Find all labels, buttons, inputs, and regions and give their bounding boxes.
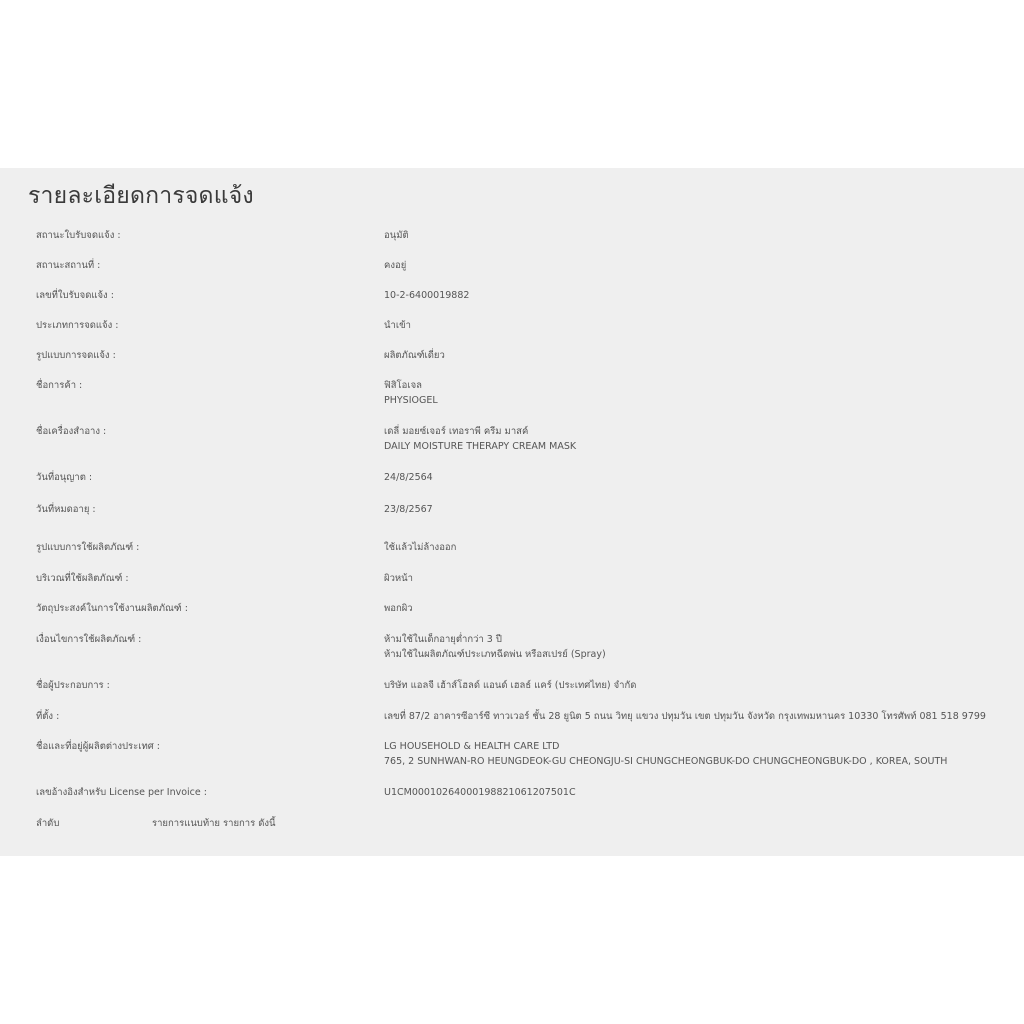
field-label: สถานะสถานที่ : bbox=[36, 260, 101, 271]
field-label: เลขที่ใบรับจดแจ้ง : bbox=[36, 290, 114, 301]
field-label: ที่ตั้ง : bbox=[36, 711, 60, 722]
field-value: 24/8/2564 bbox=[384, 472, 433, 483]
field-label: รูปแบบการใช้ผลิตภัณฑ์ : bbox=[36, 542, 140, 553]
field-value: U1CM000102640001988210612075​01C bbox=[384, 787, 576, 798]
field-label: วันที่หมดอายุ : bbox=[36, 504, 96, 515]
field-value: ผลิตภัณฑ์เดี่ยว bbox=[384, 350, 445, 361]
notification-details-panel bbox=[0, 168, 1024, 856]
field-label: รูปแบบการจดแจ้ง : bbox=[36, 350, 116, 361]
field-label: ประเภทการจดแจ้ง : bbox=[36, 320, 119, 331]
field-value: ห้ามใช้ในเด็กอายุต่ำกว่า 3 ปี ห้ามใช้ในผลิตภัณฑ์ประเภทฉีดพ่น หรือสเปรย์ (Spray) bbox=[384, 634, 606, 660]
field-value: 23/8/2567 bbox=[384, 504, 433, 515]
field-value: อนุมัติ bbox=[384, 230, 409, 241]
field-label: ชื่อเครื่องสำอาง : bbox=[36, 426, 107, 437]
field-value: ฟิสิโอเจล PHYSIOGEL bbox=[384, 380, 438, 406]
field-label: ชื่อการค้า : bbox=[36, 380, 83, 391]
field-value: ใช้แล้วไม่ล้างออก bbox=[384, 542, 457, 553]
field-value: ผิวหน้า bbox=[384, 573, 413, 584]
field-value: เลขที่ 87/2 อาคารซีอาร์ซี ทาวเวอร์ ชั้น 28 ยูนิต 5 ถนน วิทยุ แขวง ปทุมวัน เขต ปทุมวัน จังหวัด กรุงเทพมหานคร 10330 โทรศัพท์ 081 518 9799 bbox=[384, 711, 986, 722]
field-value: พอกผิว bbox=[384, 603, 413, 614]
order-note: รายการแนบท้าย รายการ ดังนี้ bbox=[152, 818, 276, 829]
page-title: รายละเอียดการจดแจ้ง bbox=[28, 183, 254, 209]
field-label: ชื่อและที่อยู่ผู้ผลิตต่างประเทศ : bbox=[36, 741, 160, 752]
order-label: ลำดับ bbox=[36, 818, 60, 829]
field-label: สถานะใบรับจดแจ้ง : bbox=[36, 230, 121, 241]
field-label: เลขอ้างอิงสำหรับ License per Invoice : bbox=[36, 787, 207, 798]
field-value: LG HOUSEHOLD & HEALTH CARE LTD 765, 2 SUNHWAN-RO HEUNGDEOK-GU CHEONGJU-SI CHUNGCHEONGBUK-DO CHUNGCHEONGBUK-DO , KOREA, SOUTH bbox=[384, 741, 948, 767]
field-label: วัตถุประสงค์ในการใช้งานผลิตภัณฑ์ : bbox=[36, 603, 188, 614]
field-value: คงอยู่ bbox=[384, 260, 407, 271]
field-value: 10-2-6400019882 bbox=[384, 290, 470, 301]
field-value: เดลี่ มอยซ์เจอร์ เทอราพี ครีม มาสค์ DAILY MOISTURE THERAPY CREAM MASK bbox=[384, 426, 577, 452]
field-label: วันที่อนุญาต : bbox=[36, 472, 93, 483]
field-label: บริเวณที่ใช้ผลิตภัณฑ์ : bbox=[36, 573, 129, 584]
field-value: นำเข้า bbox=[384, 320, 411, 331]
field-value: บริษัท แอลจี เฮ้าส์โฮลด์ แอนด์ เฮลธ์ แคร์ (ประเทศไทย) จำกัด bbox=[384, 680, 637, 691]
field-label: ชื่อผู้ประกอบการ : bbox=[36, 680, 110, 691]
field-label: เงื่อนไขการใช้ผลิตภัณฑ์ : bbox=[36, 634, 142, 645]
